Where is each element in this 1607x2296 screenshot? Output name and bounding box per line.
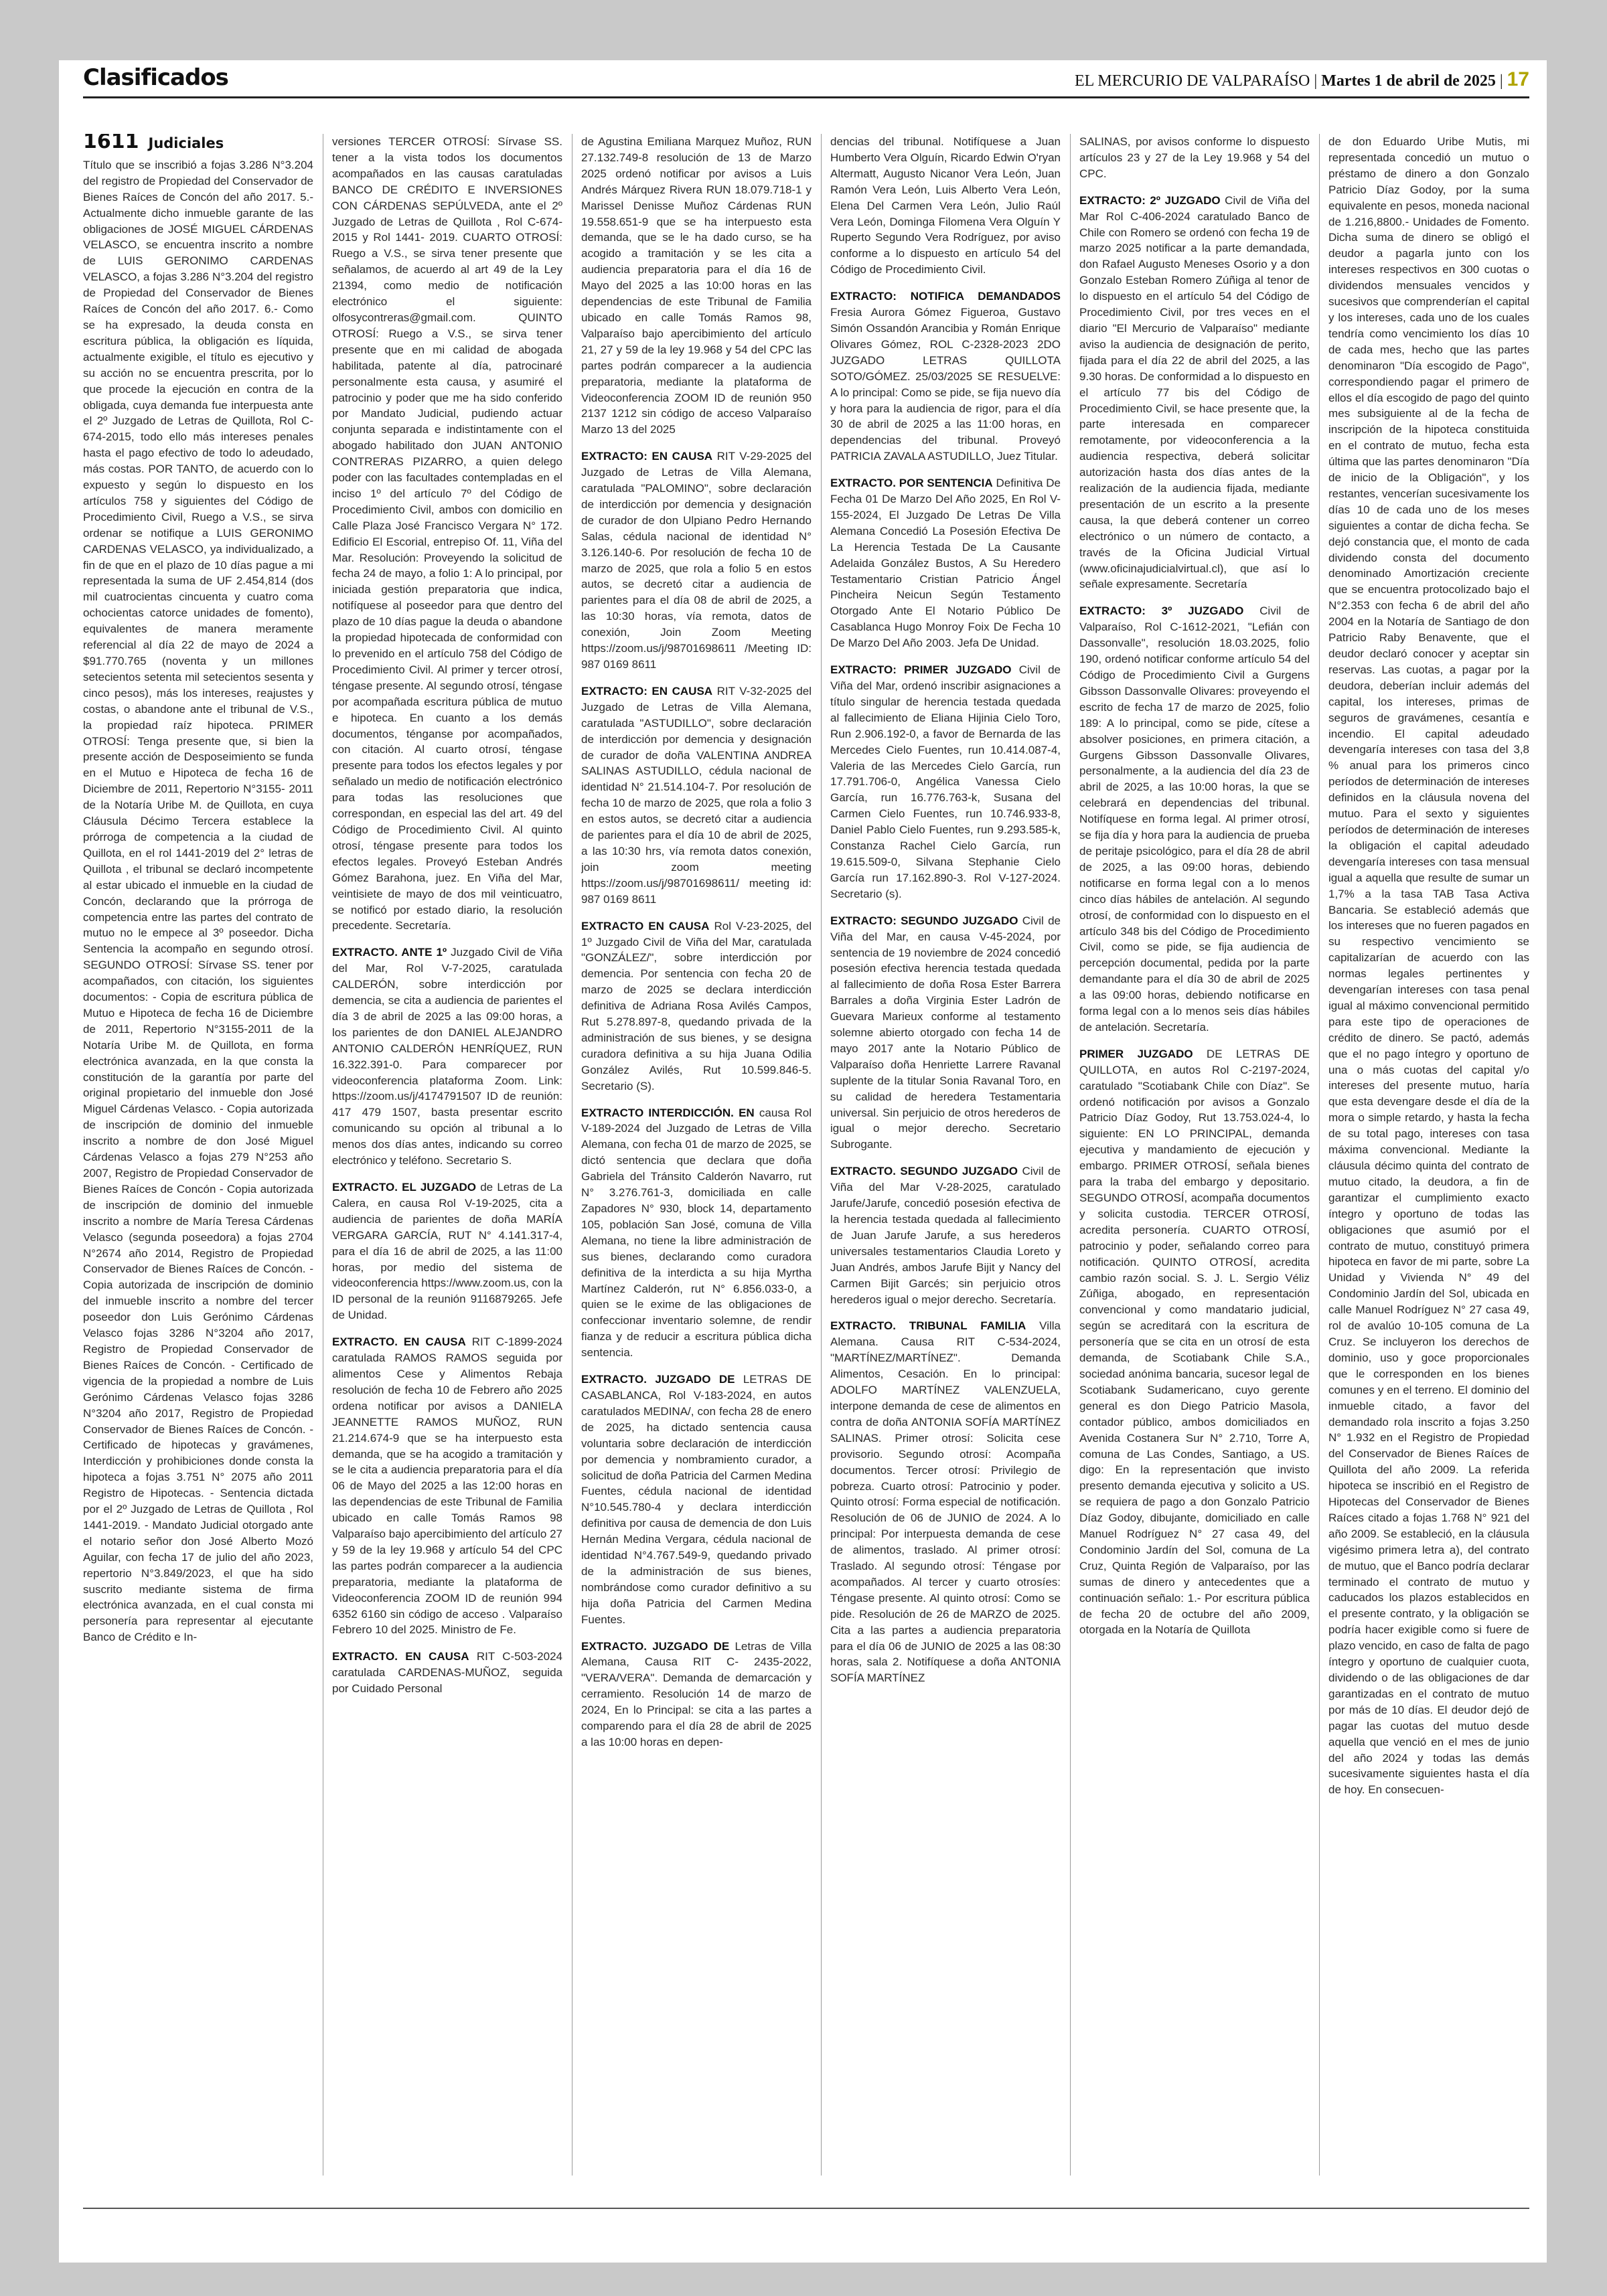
notice-text: causa Rol V-189-2024 del Juzgado de Letras de Villa Alemana, con fecha 01 de marzo de 2025, se dictó sentencia que declara que doña Gabriela del Tránsito Calderón Navarro, rut N° 3.276.761-3, domiciliada en calle Zapadores N° 930, block 14, departamento 105, población San José, comuna de Villa Alemana, no tiene la libre administración de sus bienes, declarando como curadora definitiva de la interdicta a su hija Myrtha Martínez Calderón, rut N° 6.856.033-0, a quien se le exime de las obligaciones de confeccionar inventario solemne, de rendir fianza y de reducir a escritura pública dicha sentencia. bbox=[581, 1106, 812, 1360]
classifieds-columns bbox=[83, 134, 1529, 2176]
category-name: Judiciales bbox=[148, 135, 224, 151]
notice bbox=[1079, 193, 1310, 593]
notice-text: Villa Alemana. Causa RIT C-534-2024, "MARTÍNEZ/MARTÍNEZ". Demanda Alimentos, Cesación. En lo principal: ADOLFO MARTÍNEZ VALENZUELA, interpone demanda de cese de alimentos en contra de doña ANTONIA SOFÍA MARTÍNEZ SALINAS. Primer otrosí: Solicita cese provisorio. Segundo otrosí: Acompaña documentos. Tercer otrosí: Privilegio de pobreza. Cuarto otrosí: Patrocinio y poder. Quinto otrosí: Forma especial de notificación. Resolución de 06 de JUNIO de 2024. A lo principal: Por interpuesta demanda de cese de alimentos, traslado. Al primer otrosí: Traslado. Al segundo otrosí: Téngase por acompañados. Al tercer y cuarto otrosíes: Téngase presente. Al quinto otrosí: Como se pide. Resolución de 26 de MARZO de 2025. Cita a las partes a audiencia preparatoria para el día 06 de JUNIO de 2025 a las 08:30 horas, sala 2. Notifíquese a doña ANTONIA SOFÍA MARTÍNEZ bbox=[830, 1319, 1061, 1685]
notice-heading: EXTRACTO. EN CAUSA bbox=[332, 1650, 469, 1663]
notice-text: Título que se inscribió a fojas 3.286 N°3.204 del registro de Propiedad del Conservador de Bienes Raíces de Concón del año 2017. 5.- Actualmente dicho inmueble garante de las obligaciones de JOSÉ MIGUEL CÁRDENAS VELASCO, se encuentra inscrito a nombre de LUIS GERONIMO CARDENAS VELASCO, a fojas 3.286 N°3.204 del registro de Propiedad del Conservador de Bienes Raíces de Concón del año 2017. 6.- Como se ha expresado, la deuda consta en escritura pública, la obligación es líquida, actualmente exigible, el título es ejecutivo y su acción no se encuentra prescrita, por lo que procede la ejecución en contra de la obligada, cuya demanda fue interpuesta ante el 2º Juzgado de Letras de Quillota, Rol C-674-2015, todo ello más intereses penales hasta el pago efectivo de todo lo adeudado, más costas. POR TANTO, de acuerdo con lo expuesto y según lo dispuesto en los artículos 758 y siguientes del Código de Procedimiento Civil, Ruego a V.S., se sirva ordenar se notifique a LUIS GERONIMO CARDENAS VELASCO, ya individualizado, a fin de que en el plazo de 10 días pague a mi representada la suma de UF 2.454,814 (dos mil cuatrocientas cincuenta y cuatro coma ochocientas catorce unidades de fomento), equivalentes de manera meramente referencial al día 22 de mayo de 2024 a $91.770.765 (noventa y un millones setecientos setenta mil setecientos sesenta y cinco pesos), más los intereses, reajustes y costas, o abandone ante el tribunal de V.S., la propiedad raíz hipoteca. PRIMER OTROSÍ: Tenga presente que, si bien la presente acción de Desposeimiento se funda en el Mutuo e Hipoteca de fecha 16 de Diciembre de 2011, Repertorio N°3155- 2011 de la Notaría Uribe M. de Quillota, en cuya Cláusula Décimo Tercera establece la prórroga de competencia a la ciudad de Quillota, en el rol 1441-2019 del 2° letras de Quillota , el tribunal se declaró incompetente al estar ubicado el inmueble en la ciudad de Concón, declarando que la prórroga de competencia entre las partes del contrato de mutuo no le empece al 3º poseedor. Dicha Sentencia la acompaño en segundo otrosí. SEGUNDO OTROSÍ: Sírvase SS. tener por acompañados, con citación, los siguientes documentos: - Copia de escritura pública de Mutuo e Hipoteca de fecha 16 de Diciembre de 2011, Repertorio N°3155-2011 de la Notaría Uribe M. de Quillota, en forma electrónica avanzada, en la que consta la constitución de la garantía por parte del original propietario del inmueble don José Miguel Cárdenas Velasco. - Copia autorizada de inscripción de dominio del inmueble inscrito a nombre de don José Miguel Cárdenas Velasco a fojas 279 N°253 año 2007, Registro de Propiedad Conservador de Bienes Raíces de Concón - Copia autorizada de inscripción de dominio del inmueble inscrito a nombre de María Teresa Cárdenas Velasco (segunda poseedora) a fojas 2704 N°2674 año 2014, Registro de Propiedad Conservador de Bienes Raíces de Concón. - Copia autorizada de inscripción de dominio del inmueble inscrito a nombre del tercer poseedor don Luis Gerónimo Cárdenas Velasco fojas 3286 N°3204 año 2017, Registro de Propiedad Conservador de Bienes Raíces de Concón. - Certificado de vigencia de la propiedad a nombre de Luis Gerónimo Cárdenas Velasco fojas 3286 N°3204 año 2017, Registro de Propiedad Conservador de Bienes Raíces de Concón. - Certificado de hipotecas y gravámenes, Interdicción y prohibiciones donde consta la hipoteca a fojas 3.751 N° 2075 año 2011 Registro de Hipotecas. - Sentencia dictada por el 2º Juzgado de Letras de Quillota , Rol 1441-2019. - Mandato Judicial otorgado ante el notario señor don José Alberto Mozó Aguilar, con fecha 17 de julio del año 2023, repertorio N°3.849/2023, el que ha sido suscrito mediante sistema de firma electrónica avanzada, en el cual consta mi personería para representar al ejecutante Banco de Crédito e In- bbox=[83, 158, 313, 1644]
notice-heading: EXTRACTO. ANTE 1º bbox=[332, 946, 447, 959]
column-3 bbox=[581, 134, 812, 2176]
notice bbox=[581, 1105, 812, 1362]
notice bbox=[581, 134, 812, 438]
notice bbox=[830, 289, 1061, 465]
notice-heading: EXTRACTO. POR SENTENCIA bbox=[830, 477, 993, 490]
column-divider bbox=[1319, 134, 1320, 2176]
column-4 bbox=[830, 134, 1061, 2176]
notice bbox=[830, 1163, 1061, 1307]
masthead: EL MERCURIO DE VALPARAÍSO | Martes 1 de abril de 2025 | 17 bbox=[1074, 68, 1529, 90]
publication-name: EL MERCURIO DE VALPARAÍSO bbox=[1074, 72, 1310, 90]
notice-heading: EXTRACTO. JUZGADO DE bbox=[581, 1639, 730, 1653]
notice bbox=[1079, 1046, 1310, 1639]
notice bbox=[830, 1318, 1061, 1686]
notice bbox=[830, 134, 1061, 278]
notice-text: RIT C-503-2024 caratulada CARDENAS-MUÑOZ, seguida por Cuidado Personal bbox=[332, 1650, 562, 1696]
newspaper-page bbox=[59, 60, 1547, 2263]
notice-text: SALINAS, por avisos conforme lo dispuesto artículos 23 y 27 de la Ley 19.968 y 54 del CPC. bbox=[1079, 135, 1310, 180]
notice-text: versiones TERCER OTROSÍ: Sírvase SS. tener a la vista todos los documentos acompañados en las causas caratuladas BANCO DE CRÉDITO E INVERSIONES CON CÁRDENAS SEPÚLVEDA, ante el 2º Juzgado de Letras de Quillota , Rol C-674-2015 y Rol 1441- 2019. CUARTO OTROSÍ: Ruego a V.S., se sirva tener presente que señalamos, de acuerdo al art 49 de la Ley 21394, como medio de notificación electrónico el siguiente: olfosycontreras@gmail.com. QUINTO OTROSÍ: Ruego a V.S., se sirva tener presente que en mi calidad de abogada habilitada, patente al día, patrocinaré personalmente esta causa, y asumiré el patrocinio y poder que me ha sido conferido por Mandato Judicial, pudiendo actuar conjunta separada e indistintamente con el abogado habilitado don JUAN ANTONIO CONTRERAS PIZARRO, a quien delego poder con las facultades contempladas en el inciso 1º del artículo 7º del Código de Procedimiento Civil, ambos con domicilio en Calle Plaza José Francisco Vergara N° 172. Edificio El Escorial, entrepiso Of. 11, Viña del Mar. Resolución: Proveyendo la solicitud de fecha 24 de mayo, a folio 1: A lo principal, por iniciada gestión preparatoria que indica, notifíquese al poseedor para que dentro del plazo de 10 días pague la deuda o abandone la propiedad hipotecada de conformidad con lo prevenido en el artículo 758 del Código de Procedimiento Civil. Al primer y tercer otrosí, téngase presente. Al segundo otrosí, téngase por acompañada escritura pública de mutuo e hipoteca. En cuanto a los demás documentos, ténganse por acompañados, con citación. Al cuarto otrosí, téngase presente para todos los efectos legales y por señalado un medio de notificación electrónico para todas las resoluciones que correspondan, en especial las del art. 49 del Código de Procedimiento Civil. Al quinto otrosí, téngase presente para todos los efectos legales. Proveyó Esteban Andrés Gómez Barahona, juez. En Viña del Mar, veintisiete de mayo de dos mil veinticuatro, se notificó por estado diario, la resolución precedente. Secretaría. bbox=[332, 135, 562, 932]
page-number: 17 bbox=[1507, 68, 1529, 90]
notice-heading: EXTRACTO: NOTIFICA DEMANDADOS bbox=[830, 290, 1061, 303]
notice-text: Letras de Villa Alemana, Causa RIT C- 2435-2022, "VERA/VERA". Demanda de demarcación y cerramiento. Resolución 14 de marzo de 2024, En lo Principal: se cita a las partes a comparendo para el día 28 de abril de 2025 a las 10:00 horas en depen- bbox=[581, 1639, 812, 1748]
notice bbox=[83, 157, 313, 1645]
notice bbox=[1079, 134, 1310, 182]
notice bbox=[581, 1639, 812, 1750]
notice-text: RIT V-32-2025 del Juzgado de Letras de Villa Alemana, caratulada "ASTUDILLO", sobre declaración de interdicción por demencia y designación de curador de doña VALENTINA ANDREA SALINAS ASTUDILLO, cédula nacional de identidad N° 21.514.104-7. Por resolución de fecha 10 de marzo de 2025, que rola a folio 3 en estos autos, se decretó citar a audiencia de parientes para el día 10 de abril de 2025, a las 10:30 hrs, vía remota datos conexión, join zoom meeting https://zoom.us/j/98701698611/ meeting id: 987 0169 8611 bbox=[581, 684, 812, 906]
column-1 bbox=[83, 134, 313, 2176]
column-divider bbox=[821, 134, 822, 2176]
notice bbox=[332, 134, 562, 934]
column-6 bbox=[1328, 134, 1529, 2176]
notice bbox=[830, 662, 1061, 902]
notice-heading: EXTRACTO: PRIMER JUZGADO bbox=[830, 663, 1012, 677]
notice bbox=[581, 683, 812, 908]
column-2 bbox=[332, 134, 562, 2176]
column-5 bbox=[1079, 134, 1310, 2176]
notice-text: Civil de Viña del Mar V-28-2025, caratulado Jarufe/Jarufe, concedió posesión efectiva de la herencia testada quedada al fallecimiento de Juan Jarufe Jarufe, a sus herederos universales testamentarios Claudia Loreto y Juan Andrés, ambos Jarufe Bijit y Nancy del Carmen Bijit Garcés; sin perjuicio otros herederos igual o mejor derecho. Secretaría. bbox=[830, 1165, 1061, 1306]
page-header bbox=[83, 64, 1529, 98]
notice bbox=[581, 1372, 812, 1628]
notice-text: LETRAS DE CASABLANCA, Rol V-183-2024, en autos caratulados MEDINA/, con fecha 28 de enero de 2025, ha dictado sentencia causa voluntaria sobre declaración de interdicción por demencia y nombramiento curador, a solicitud de doña Patricia del Carmen Medina Fuentes, cédula nacional de identidad N°10.545.780-4 y declara interdicción definitiva por causa de demencia de don Luis Hernán Medina Vergara, cédula nacional de identidad N°4.767.549-9, quedando privado de la administración de sus bienes, nombrándose como curador definitivo a su hija doña Patricia del Carmen Medina Fuentes. bbox=[581, 1373, 812, 1626]
section-title: Clasificados bbox=[83, 64, 228, 91]
notice-heading: PRIMER JUZGADO bbox=[1079, 1047, 1193, 1060]
notice-heading: EXTRACTO. SEGUNDO JUZGADO bbox=[830, 1165, 1018, 1178]
notice-text: DE LETRAS DE QUILLOTA, en autos Rol C-2197-2024, caratulado "Scotiabank Chile con Díaz". Se ordenó notificación por avisos a Gonzalo Patricio Díaz Godoy, Rut 13.753.024-4, lo siguiente: EN LO PRINCIPAL, demanda ejecutiva y mandamiento de ejecución y embargo. PRIMER OTROSÍ, señala bienes para la traba del embargo y depositario. SEGUNDO OTROSÍ, acompaña documentos y solicita custodia. TERCER OTROSÍ, acredita personería. CUARTO OTROSÍ, patrocinio y poder, señalando correo para notificación. QUINTO OTROSÍ, acredita cambio razón social. S. J. L. Sergio Véliz Zúñiga, abogado, en representación convencional y como mandatario judicial, según se acreditará con la escritura de personería que se cita en un otrosí de esta demanda, de Scotiabank Chile S.A., sociedad anónima bancaria, sucesor legal de Scotiabank Sudamericano, cuyo gerente general es don Diego Patricio Masola, contador público, ambos domiciliados en Avenida Costanera Sur N° 2.710, Torre A, comuna de Las Condes, Santiago, a US. digo: En la representación que invisto presento demanda ejecutiva y solicito a US. se requiera de pago a don Gonzalo Patricio Díaz Godoy, dibujante, domiciliado en calle Manuel Rodríguez N° 27 casa 49, del Condominio Jardín del Sol, comuna de La Cruz, Quinta Región de Valparaíso, por las sumas de dinero y antecedentes que a continuación señalo: 1.- Por escritura pública de fecha 20 de octubre del año 2009, otorgada en la Notaría de Quillota bbox=[1079, 1047, 1310, 1637]
notice-text: de don Eduardo Uribe Mutis, mi representada concedió un mutuo o préstamo de dinero a don Gonzalo Patricio Díaz Godoy, por la suma equivalente en pesos, moneda nacional de 1.216,8800.- Unidades de Fomento. Dicha suma de dinero se obligó el deudor a pagarla junto con los intereses respectivos en 300 cuotas o dividendos mensuales vencidos y sucesivos que comprenderían el capital y los intereses, cada uno de los cuales tendría como vencimiento los días 10 de cada mes, hecho que las partes denominaron "Día escogido de Pago", correspondiendo pagar el primero de ellos el día escogido de pago del quinto mes subsiguiente al de la fecha de inscripción de la hipoteca constituida en el contrato de mutuo, fecha esta última que las partes denominaron "Día de inicio de la Obligación", y los restantes, vencerían sucesivamente los días 10 de cada uno de los meses siguientes a contar de dicha fecha. Se dejó constancia que, el monto de cada dividendo consta del documento denominado Amortización creciente que se encuentra protocolizado bajo el N°2.353 con fecha 6 de abril del año 2004 en la Notaría de Santiago de don Patricio Raby Benavente, que el deudor declaró conocer y aceptar sin reservas. Las cuotas, a pagar por la deudora, deberían incluir además del capital, los intereses, primas de seguros de gravámenes, cesantía e incendio. El capital adeudado devengaría intereses con tasa del 3,8 % anual para los primeros cinco períodos de determinación de intereses definidos en la cláusula novena del mutuo. Para el sexto y siguientes períodos de determinación de intereses la obligación el capital adeudado devengaría intereses con tasa mensual igual a aquella que resulte de sumar un 1,7% a la tasa TAB Tasa Activa Bancaria. Se estableció además que los intereses que no fueren pagados en su respectivo vencimiento se capitalizarían de acuerdo con las normas legales pertinentes y devengarían intereses con tasa penal igual al máximo convencional permitido para este tipo de operaciones de crédito de dinero. Se pactó, además que el no pago íntegro y oportuno de una o más cuotas del capital y/o intereses del presente mutuo, haría que esta devengare desde el día de la mora o simple retardo, y hasta la fecha de su total pago, intereses con tasa máxima convencional. Mediante la cláusula décimo quinta del contrato de mutuo citado, la deudora, a fin de garantizar el cumplimiento exacto íntegro y oportuno de todas las obligaciones que asumió por el contrato de mutuo, constituyó primera hipoteca en favor de mi parte, sobre La Unidad y Vivienda N° 49 del Condominio Jardín del Sol, ubicada en calle Manuel Rodríguez N° 27 casa 49, rol de avalúo 10-105 comuna de La Cruz. Se incluyeron los derechos de dominio, uso y goce proporcionales que le corresponden en los bienes comunes y en el terreno. El dominio del inmueble citado, a favor del demandado rola inscrito a fojas 3.250 N° 1.932 en el Registro de Propiedad del Conservador de Bienes Raíces de Quillota del año 2009. La referida hipoteca se inscribió en el Registro de Hipotecas del Conservador de Bienes Raíces citado a fojas 1.768 N° 921 del año 2009. Se estableció, en la cláusula vigésimo primera letra a), del contrato de mutuo, que el Banco podría declarar terminado el contrato de mutuo y caducados los plazos establecidos en el presente contrato, y la obligación se podría hacer exigible como si fuere de plazo vencido, en caso de falta de pago íntegro y oportuno de cualquier cuota, dividendo o de las obligaciones de dar garantizadas en el contrato de mutuo por más de 10 días. El deudor dejó de pagar las cuotas del mutuo desde aquella que venció en el mes de junio del año 2024 y todas las demás sucesivamente siguientes hasta el día de hoy. En consecuen- bbox=[1328, 135, 1529, 1797]
category-number: 1611 bbox=[83, 134, 139, 153]
notice-heading: EXTRACTO INTERDICCIÓN. EN bbox=[581, 1106, 755, 1119]
notice-text: de Agustina Emiliana Marquez Muñoz, RUN 27.132.749-8 resolución de 13 de Marzo 2025 ordenó notificar por avisos a Luis Andrés Márquez Rivera RUN 18.079.718-1 y Marissel Denisse Muñoz Cárdenas RUN 19.558.651-9 que se ha interpuesto esta demanda, que se le ha dado curso, se ha acogido a tramitación y se les cita a audiencia preparatoria para el día 16 de Mayo del 2025 a las 10:00 horas en las dependencias de este Tribunal de Familia ubicado en calle Tomás Ramos 98, Valparaíso bajo apercibimiento del artículo 21, 27 y 59 de la ley 19.968 y 54 del CPC las partes podrán comparecer a la audiencia preparatoria, mediante la plataforma de Videoconferencia ZOOM ID de reunión 950 2137 1212 sin código de acceso Valparaíso Marzo 13 del 2025 bbox=[581, 135, 812, 436]
notice-text: Juzgado Civil de Viña del Mar, Rol V-7-2025, caratulada CALDERÓN, sobre interdicción por demencia, se cita a audiencia de parientes el día 3 de abril de 2025 a las 09:00 horas, a los parientes de don DANIEL ALEJANDRO ANTONIO CALDERÓN HENRÍQUEZ, RUN 16.322.391-0. Para comparecer por videoconferencia plataforma Zoom. Link: https://zoom.us/j/4174791507 ID de reunión: 417 479 1507, basta presentar escrito comunicando su opción al tribunal a lo menos dos días antes, indicando su correo electrónico y teléfono. Secretario S. bbox=[332, 946, 562, 1167]
notice bbox=[1328, 134, 1529, 1798]
notice-heading: EXTRACTO: EN CAUSA bbox=[581, 450, 713, 463]
issue-date: Martes 1 de abril de 2025 bbox=[1321, 72, 1496, 90]
notice-heading: EXTRACTO. JUZGADO DE bbox=[581, 1373, 735, 1386]
notice-text: RIT C-1899-2024 caratulada RAMOS RAMOS seguida por alimentos Cese y Alimentos Rebaja resolución de fecha 10 de Febrero año 2025 ordena notificar por avisos a DANIELA JEANNETTE RAMOS MUÑOZ, RUN 21.214.674-9 que se ha interpuesto esta demanda, que se ha acogido a tramitación y se le cita a audiencia preparatoria para el día 06 de Mayo del 2025 a las 12:00 horas en las dependencias de este Tribunal de Familia ubicado en calle Tomás Ramos 98 Valparaíso bajo apercibimiento del artículo 27 y 59 de la ley 19.968 y artículo 54 del CPC las partes podrán comparecer a la audiencia preparatoria, mediante la plataforma de Videoconferencia ZOOM ID de reunión 994 6352 6160 sin código de acceso . Valparaíso Febrero 10 del 2025. Ministro de Fe. bbox=[332, 1335, 562, 1637]
notice-text: de Letras de La Calera, en causa Rol V-19-2025, cita a audiencia de parientes de doña MARÍA VERGARA GARCÍA, RUT N° 4.141.317-4, para el día 16 de abril de 2025, a las 11:00 horas, por medio del sistema de videoconferencia https://www.zoom.us, con la ID personal de la reunión 9116879265. Jefe de Unidad. bbox=[332, 1181, 562, 1322]
category-heading bbox=[83, 134, 313, 152]
column-divider bbox=[1070, 134, 1071, 2176]
notice bbox=[581, 448, 812, 673]
notice-heading: EXTRACTO: 2º JUZGADO bbox=[1079, 193, 1221, 207]
notice-heading: EXTRACTO: SEGUNDO JUZGADO bbox=[830, 914, 1018, 927]
notice-heading: EXTRACTO: 3º JUZGADO bbox=[1079, 604, 1244, 618]
notice-text: Civil de Viña del Mar Rol C-406-2024 caratulado Banco de Chile con Romero se ordenó con fecha 19 de marzo 2025 notificar a la parte demandada, don Rafael Augusto Meneses Osorio y a don Gonzalo Esteban Romero Zúñiga al tenor de lo dispuesto en el artículo 54 del Código de Procedimiento Civil, por tres veces en el diario "El Mercurio de Valparaíso" mediante aviso la audiencia de designación de perito, fijada para el día 22 de abril del 2025, a las 9.30 horas. De conformidad a lo dispuesto en el artículo 77 bis del Código de Procedimiento Civil, se hace presente que, la parte interesada en comparecer remotamente, por videoconferencia a la audiencia respectiva, deberá solicitar autorización hasta dos días antes de la realización de la audiencia fijada, mediante presentación de un escrito a la presente causa, la que deberá contener un correo electrónico o un número de contacto, a través de la Oficina Judicial Virtual (www.oficinajudicialvirtual.cl), que así lo señale expresamente. Secretaría bbox=[1079, 193, 1310, 591]
notice-text: RIT V-29-2025 del Juzgado de Letras de Villa Alemana, caratulada "PALOMINO", sobre declaración de interdicción por demencia y designación de curador de don Ulpiano Pedro Hernando Salas, cédula nacional de identidad N° 3.126.140-6. Por resolución de fecha 10 de marzo de 2025, que rola a folio 5 en estos autos, se decretó citar a audiencia de parientes para el día 08 de abril de 2025, a las 10:30 horas, vía remota, datos de conexión, Join Zoom Meeting https://zoom.us/j/98701698611 /Meeting ID: 987 0169 8611 bbox=[581, 450, 812, 671]
notice bbox=[830, 913, 1061, 1153]
notice-heading: EXTRACTO. EN CAUSA bbox=[332, 1335, 466, 1349]
notice bbox=[1079, 603, 1310, 1035]
notice-heading: EXTRACTO. TRIBUNAL FAMILIA bbox=[830, 1319, 1026, 1333]
notice-heading: EXTRACTO. EL JUZGADO bbox=[332, 1181, 476, 1194]
notice bbox=[581, 918, 812, 1094]
notice-text: dencias del tribunal. Notifíquese a Juan Humberto Vera Olguín, Ricardo Edwin O'ryan Altermatt, Augusto Nicanor Vera León, Juan Ramón Vera León, Luis Alberto Vera León, Elena Del Carmen Vera León, Julio Raúl Vera León, Dominga Filomena Vera Olguín Y Ruperto Segundo Vera Rodríguez, por aviso conforme a lo dispuesto en artículo 54 del Código de Procedimiento Civil. bbox=[830, 135, 1061, 276]
bottom-rule bbox=[83, 2208, 1529, 2209]
notice-text: Definitiva De Fecha 01 De Marzo Del Año 2025, En Rol V-155-2024, El Juzgado De Letras De Villa Alemana Concedió La Posesión Efectiva De La Herencia Testada De La Causante Adelaida González Bustos, A Su Heredero Testamentario Cristian Patricio Ángel Pincheira Neicun Según Testamento Otorgado Ante El Notario Público De Casablanca Hugo Monroy Foix De Fecha 10 De Marzo Del Año 2003. Jefa De Unidad. bbox=[830, 477, 1061, 650]
notice bbox=[332, 1179, 562, 1323]
notice-text: Civil de Viña del Mar, en causa V-45-2024, por sentencia de 19 noviembre de 2024 concedió posesión efectiva herencia testada quedada al fallecimiento de doña Rosa Ester Barrera Barrales a doña Virginia Ester Ladrón de Guevara Marieux conforme al testamento solemne abierto otorgado con fecha 14 de mayo 2017 ante la Notario Público de Valparaíso doña Henriette Larrere Ravanal suplente de la titular Sonia Ravanal Toro, en su calidad de heredera Testamentaria universal. Sin perjuicio de otros herederos de igual o mejor derecho. Secretario Subrogante. bbox=[830, 914, 1061, 1151]
notice-text: Civil de Viña del Mar, ordenó inscribir asignaciones a título singular de herencia testada quedada al fallecimiento de Eliana Hijinia Cielo Toro, Run 2.906.192-0, a favor de Bernarda de las Mercedes Cielo Fuentes, run 10.414.087-4, Valeria de las Mercedes Cielo García, run 17.791.706-0, Angélica Vanessa Cielo García, run 16.776.763-k, Susana del Carmen Cielo Fuentes, run 10.746.933-8, Daniel Pablo Cielo Fuentes, run 9.293.585-k, Constanza Rachel Cielo García, run 19.615.509-0, Silvana Stephanie Cielo García run 17.162.890-3. Rol V-127-2024. Secretario (s). bbox=[830, 663, 1061, 900]
notice bbox=[830, 475, 1061, 651]
notice-text: Fresia Aurora Gómez Figueroa, Gustavo Simón Ossandón Arancibia y Román Enrique Olivares Gómez, ROL C-2328-2023 2DO JUZGADO LETRAS QUILLOTA SOTO/GÓMEZ. 25/03/2025 SE RESUELVE: A lo principal: Como se pide, se fija nuevo día y hora para la audiencia de rigor, para el día 30 de abril de 2025 a las 11:00 horas, en dependencias del tribunal. Proveyó PATRICIA ZAVALA ASTUDILLO, Juez Titular. bbox=[830, 306, 1061, 463]
notice bbox=[332, 945, 562, 1169]
notice-text: Rol V-23-2025, del 1º Juzgado Civil de Viña del Mar, caratulada "GONZÁLEZ/", sobre interdicción por demencia. Por sentencia con fecha 20 de marzo de 2025 se declara interdicción definitiva de Adriana Rosa Avilés Campos, Rut 5.278.897-8, quedando privada de la administración de sus bienes, y se designa curadora definitiva a su hija Juana Odilia González Avilés, Rut 10.599.846-5. Secretario (S). bbox=[581, 919, 812, 1092]
notice-heading: EXTRACTO: EN CAUSA bbox=[581, 684, 713, 698]
notice bbox=[332, 1649, 562, 1697]
notice-text: Civil de Valparaíso, Rol C-1612-2021, "Lefián con Dassonvalle", resolución 18.03.2025, folio 190, ordenó notificar conforme artículo 54 del Código de Procedimiento Civil a Gurgens Gibsson Dassonvalle Olivares: proveyendo el escrito de fecha 17 de marzo de 2025, folio 189: A lo principal, como se pide, cítese a absolver posiciones, en primera citación, a Gurgens Gibsson Dassonvalle Olivares, personalmente, a la audiencia del día 23 de abril de 2025, a las 10:00 horas, la que se celebrará en dependencias del tribunal. Notifíquese en forma legal. Al primer otrosí, se fija día y hora para la audiencia de prueba de peritaje psicológico, para el día 28 de abril de 2025, a las 09:00 horas, debiendo notificarse en forma legal con a lo menos cinco días hábiles de antelación. Al segundo otrosí, de conformidad con lo dispuesto en el artículo 348 bis del Código de Procedimiento Civil, como se pide, se fija audiencia de percepción documental, pedida por la parte demandante para el día 30 de abril de 2025 a las 09:00 horas, debiendo notificarse en forma legal con a lo menos seis días hábiles de antelación. Secretaría. bbox=[1079, 604, 1310, 1034]
notice-heading: EXTRACTO EN CAUSA bbox=[581, 919, 710, 932]
notice bbox=[332, 1334, 562, 1638]
